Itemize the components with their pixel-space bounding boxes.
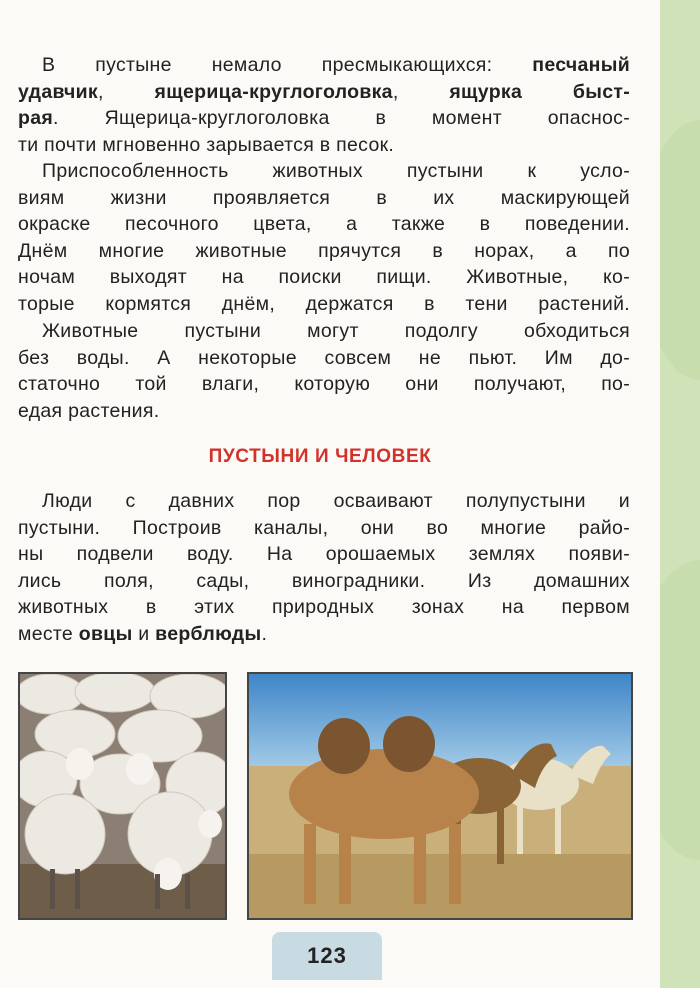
paragraph-adaptation — [18, 158, 630, 317]
text-line: Люди с давних пор осваивают полупустыни и — [42, 490, 630, 512]
text-line: животных в этих природных зонах на первом — [18, 596, 630, 618]
text-line: рая. Ящерица-круглоголовка в момент опаснос- — [18, 107, 630, 129]
sheep-photo — [18, 672, 227, 920]
section-heading: ПУСТЫНИ И ЧЕЛОВЕК — [208, 446, 432, 467]
text-line: торые кормятся днём, держатся в тени растений. — [18, 292, 630, 315]
paragraph-water — [18, 318, 630, 424]
text-line: месте овцы и верблюды. — [18, 622, 268, 645]
text-line: Животные пустыни могут подолгу обходиться — [42, 320, 630, 342]
text-line: В пустыне немало пресмыкающихся: песчаный — [42, 54, 630, 76]
paragraph-reptiles — [18, 52, 630, 158]
text-line: окраске песочного цвета, а также в поведении. — [18, 213, 630, 235]
text-line: пустыни. Построив каналы, они во многие райо- — [18, 516, 630, 539]
text-line: виям жизни проявляется в их маскирующей — [18, 186, 630, 209]
text-line: ны подвели воду. На орошаемых землях появи- — [18, 543, 630, 565]
paragraph-people — [18, 488, 630, 647]
text-line: лись поля, сады, виноградники. Из домашних — [18, 569, 630, 592]
camels-photo — [247, 672, 633, 920]
camels-illustration — [249, 674, 631, 918]
page-number: 123 — [272, 932, 382, 980]
text-line: едая растения. — [18, 399, 160, 422]
text-line: ночам выходят на поиски пищи. Животные, ко- — [18, 266, 630, 288]
text-line: без воды. А некоторые совсем не пьют. Им до- — [18, 346, 630, 369]
text-line: статочно той влаги, которую они получают, по- — [18, 373, 630, 395]
text-line: ти почти мгновенно зарывается в песок. — [18, 133, 395, 156]
text-line: Днём многие животные прячутся в норах, а по — [18, 239, 630, 262]
sheep-illustration — [20, 674, 225, 918]
text-line: удавчик, ящерица-круглоголовка, ящурка быст- — [18, 80, 631, 103]
text-line: Приспособленность животных пустыни к усло- — [42, 160, 630, 182]
